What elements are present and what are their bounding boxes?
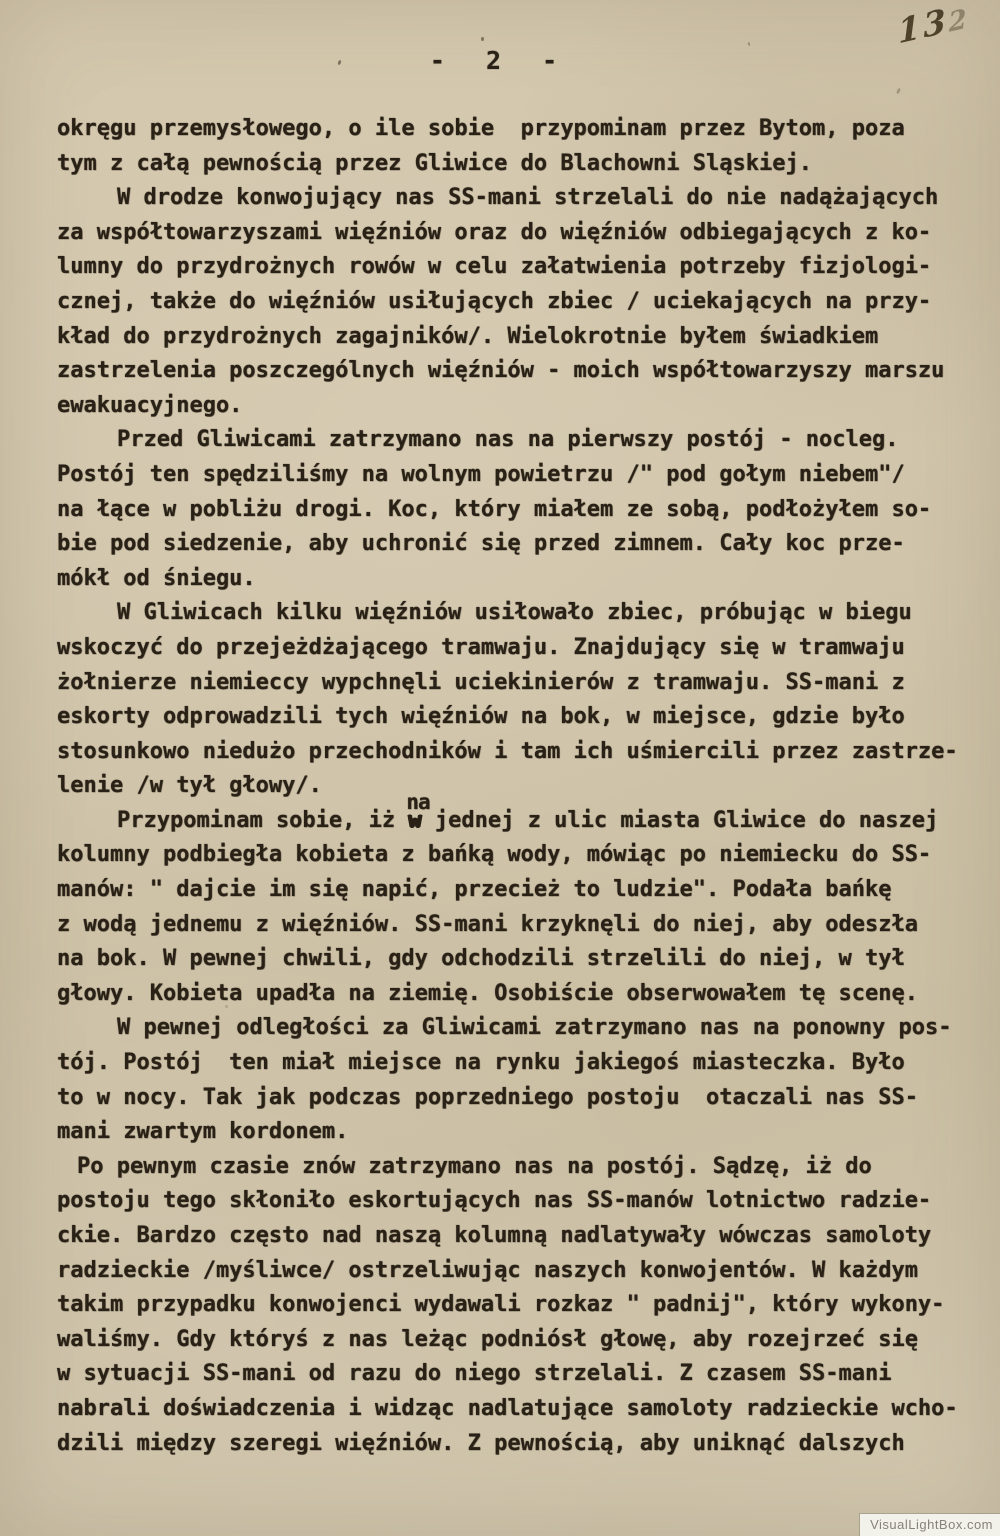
typed-correction: w na [408, 804, 421, 839]
document-line: lumny do przydrożnych rowów w celu załatwienia potrzeby fizjologi- [57, 254, 932, 280]
document-line: stosunkowo niedużo przechodników i tam ich uśmiercili przez zastrze- [57, 738, 958, 764]
document-line: bie pod siedzenie, aby uchronić się przed zimnem. Cały koc prze- [57, 531, 905, 557]
document-line: mani zwartym kordonem. [57, 1119, 349, 1145]
document-line: cznej, także do więźniów usiłujących zbiec / uciekających na przy- [57, 288, 932, 314]
document-line: takim przypadku konwojenci wydawali rozkaz " padnij", który wykony- [57, 1292, 945, 1318]
document-line: wskoczyć do przejeżdżającego tramwaju. Znajdujący się w tramwaju [57, 634, 905, 660]
document-body [57, 112, 967, 1461]
handwritten-folio-faint: 2 [947, 2, 971, 39]
document-line: Po pewnym czasie znów zatrzymano nas na postój. Sądzę, iż do [77, 1153, 872, 1179]
document-line: ckie. Bardzo często nad naszą kolumną nadlatywały wówczas samoloty [57, 1223, 932, 1248]
document-line: kład do przydrożnych zagajników/. Wielokrotnie byłem świadkiem [57, 323, 879, 349]
document-line: w sytuacji SS-mani od razu do niego strzelali. Z czasem SS-mani [57, 1361, 892, 1387]
document-line: tym z całą pewnością przez Gliwice do Blachowni Sląskiej. [57, 150, 812, 176]
document-line: tój. Postój ten miał miejsce na rynku jakiegoś miasteczka. Było [57, 1050, 905, 1076]
paper-speck [896, 88, 901, 95]
document-line: W drodze konwojujący nas SS-mani strzelali do nie nadążających [117, 185, 939, 211]
document-line: na bok. W pewnej chwili, gdy odchodzili strzelili do niej, w tył [57, 946, 905, 972]
paper-speck [748, 42, 751, 46]
document-line: kolumny podbiegła kobieta z bańką wody, mówiąc po niemiecku do SS- [57, 842, 932, 868]
document-line: ewakuacyjnego. [57, 392, 243, 418]
typed-correction-superscript: na [406, 789, 430, 814]
document-line: mókł od śniegu. [57, 565, 256, 591]
visuallightbox-watermark-link[interactable]: VisualLightBox.com [860, 1514, 1000, 1536]
handwritten-folio-number [897, 0, 971, 52]
document-line: Przed Gliwicami zatrzymano nas na pierwszy postój - nocleg. [117, 427, 899, 453]
document-line: z wodą jednemu z więźniów. SS-mani krzyknęli do niej, aby odeszła [57, 911, 918, 937]
document-line: nabrali doświadczenia i widząc nadlatujące samoloty radzieckie wcho- [57, 1395, 958, 1421]
document-line: za współtowarzyszami więźniów oraz do więźniów odbiegających z ko- [57, 219, 932, 245]
document-line: postoju tego skłoniło eskortujących nas SS-manów lotnictwo radzie- [57, 1188, 932, 1214]
document-line: zastrzelenia poszczególnych więźniów - moich współtowarzyszy marszu [57, 358, 945, 384]
document-line: lenie /w tył głowy/. [57, 773, 322, 799]
document-line: eskorty odprowadzili tych więźniów na bok, w miejsce, gdzie było [57, 704, 905, 730]
document-line: W pewnej odległości za Gliwicami zatrzymano nas na ponowny pos- [117, 1015, 952, 1041]
document-line: Przypominam sobie, iż w na jednej z ulic miasta Gliwice do naszej [57, 804, 967, 839]
document-line: głowy. Kobieta upadła na ziemię. Osobiście obserwowałem tę scenę. [57, 980, 918, 1006]
document-line: Postój ten spędziliśmy na wolnym powietrzu /" pod gołym niebem"/ [57, 461, 905, 487]
document-line: okręgu przemysłowego, o ile sobie przypominam przez Bytom, poza [57, 116, 905, 141]
document-line: to w nocy. Tak jak podczas poprzedniego postoju otaczali nas SS- [57, 1084, 918, 1110]
document-line: waliśmy. Gdy któryś z nas leżąc podniósł głowę, aby rozejrzeć się [57, 1326, 918, 1352]
paper-speck [481, 37, 484, 41]
document-line: manów: " dajcie im się napić, przecież to ludzie". Podała bańkę [57, 877, 892, 903]
page-number: - 2 - [429, 46, 571, 75]
document-line: radzieckie /myśliwce/ ostrzeliwując naszych konwojentów. W każdym [57, 1257, 918, 1283]
document-line: W Gliwicach kilku więźniów usiłowało zbiec, próbując w biegu [117, 600, 912, 626]
document-line: żołnierze niemieccy wypchnęli uciekinierów z tramwaju. SS-mani z [57, 669, 905, 695]
paper-speck [225, 1005, 228, 1008]
document-line: dzili między szeregi więźniów. Z pewnością, aby uniknąć dalszych [57, 1430, 905, 1456]
handwritten-folio-strong: 13 [896, 0, 950, 52]
paper-speck [607, 300, 610, 303]
document-line: na łące w pobliżu drogi. Koc, który miałem ze sobą, podłożyłem so- [57, 496, 932, 522]
